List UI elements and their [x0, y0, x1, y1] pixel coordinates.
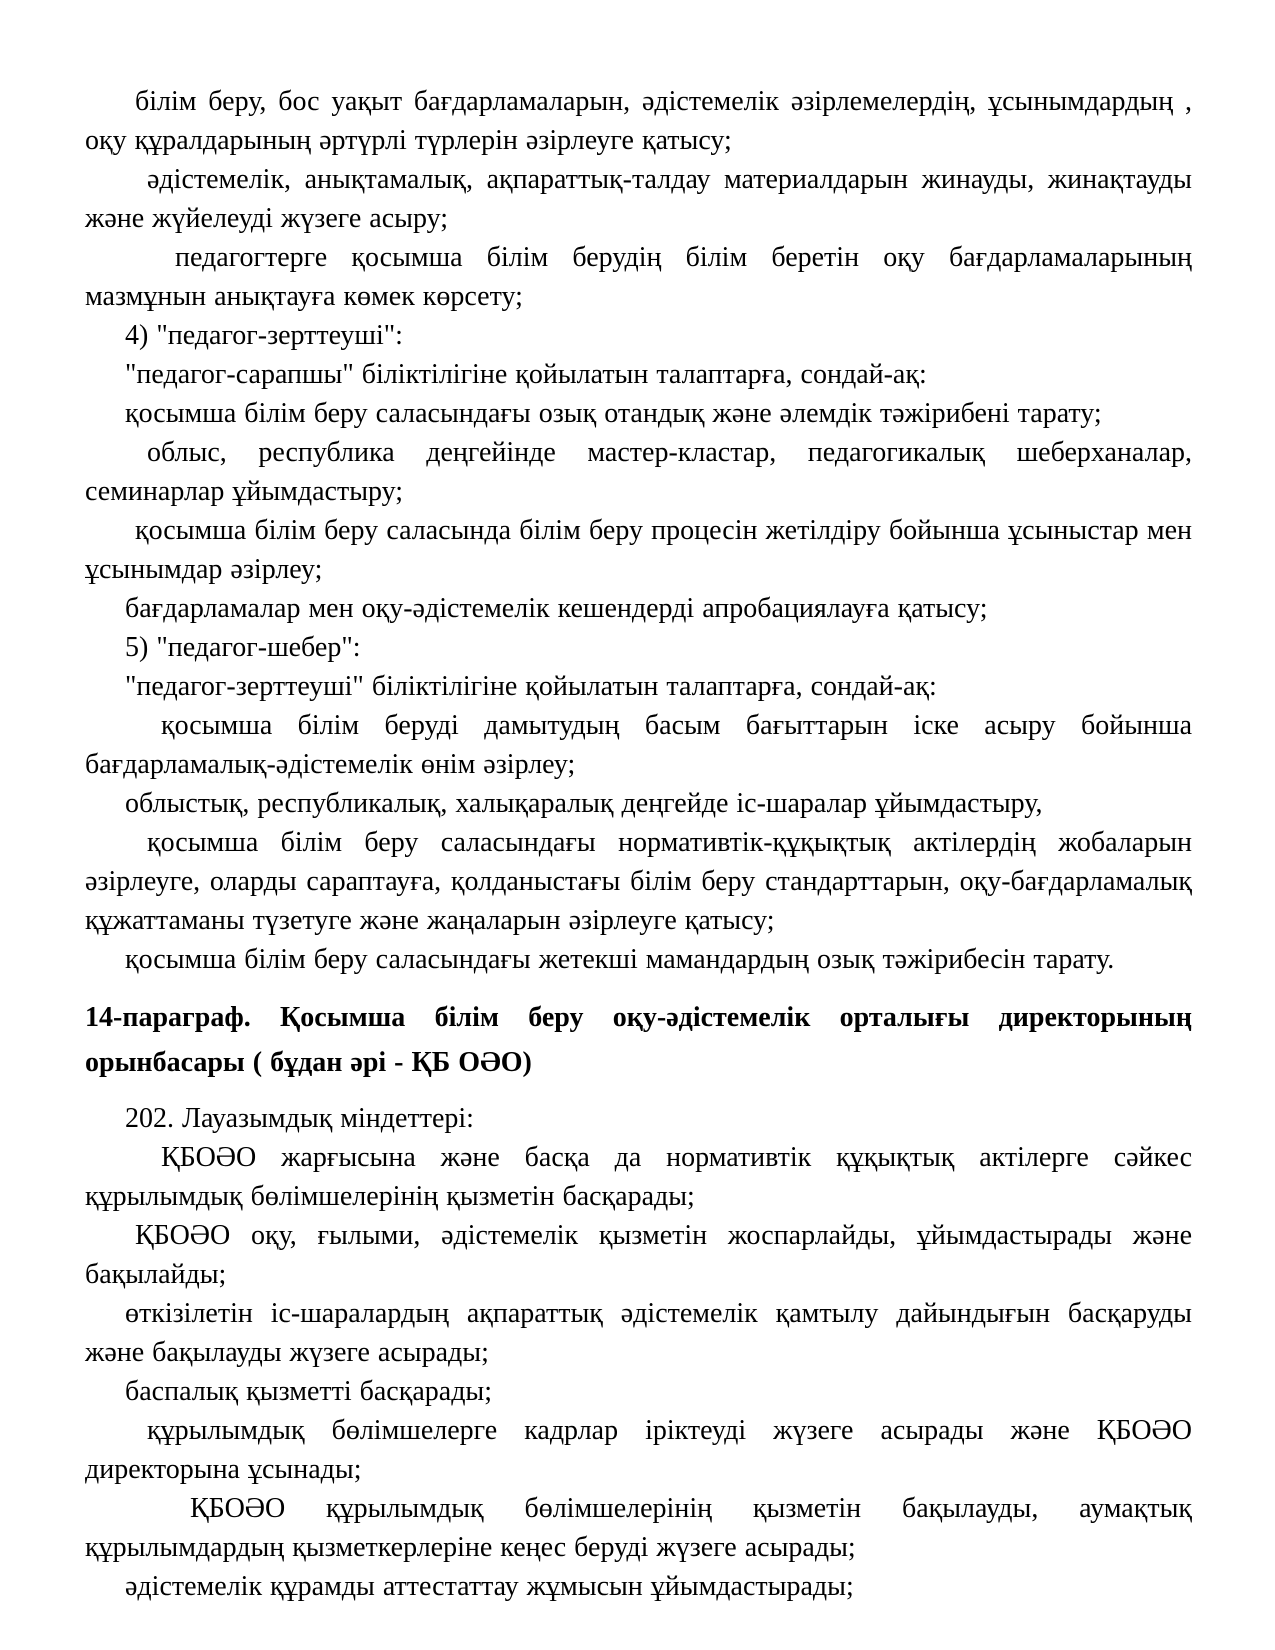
paragraph: ҚБОӘО оқу, ғылыми, әдістемелік қызметін жоспарлайды, ұйымдастырады және бақылайды;	[85, 1220, 1192, 1290]
paragraph: өткізілетін іс-шаралардың ақпараттық әдістемелік қамтылу дайындығын басқаруды және бақылауды жүзеге асырады;	[85, 1298, 1192, 1368]
paragraph: әдістемелік, анықтамалық, ақпараттық-талдау материалдарын жинауды, жинақтауды және жүйелеуді жүзеге асыру;	[85, 164, 1192, 234]
paragraph: қосымша білім беруді дамытудың басым бағыттарын іске асыру бойынша бағдарламалық-әдістемелік өнім әзірлеу;	[85, 710, 1192, 780]
paragraph: бағдарламалар мен оқу-әдістемелік кешендерді апробациялауға қатысу;	[125, 593, 988, 624]
paragraph: қосымша білім беру саласында білім беру процесін жетілдіру бойынша ұсыныстар мен ұсынымдар әзірлеу;	[85, 515, 1192, 585]
paragraph: білім беру, бос уақыт бағдарламаларын, әдістемелік әзірлемелердің, ұсынымдардың , оқу құралдарының әртүрлі түрлерін әзірлеуге қатысу;	[85, 86, 1192, 156]
paragraph: қосымша білім беру саласындағы жетекші мамандардың озық тәжірибесін тарату.	[125, 944, 1115, 975]
paragraph: ҚБОӘО жарғысына және басқа да нормативтік құқықтық актілерге сәйкес құрылымдық бөлімшелерінің қызметін басқарады;	[85, 1142, 1192, 1212]
paragraph: облыстық, республикалық, халықаралық деңгейде іс-шаралар ұйымдастыру,	[125, 788, 1043, 819]
paragraph: "педагог-сарапшы" біліктілігіне қойылатын талаптарға, сондай-ақ:	[125, 359, 927, 390]
document-text-block	[85, 82, 1192, 1606]
paragraph: педагогтерге қосымша білім берудің білім беретін оқу бағдарламаларының мазмұнын анықтауға көмек көрсету;	[85, 242, 1192, 312]
paragraph: қосымша білім беру саласындағы нормативтік-құқықтық актілердің жобаларын әзірлеуге, оларды сараптауға, қолданыстағы білім беру стандарттарын, оқу-бағдарламалық құжаттаманы түзетуге және жаңаларын әзірлеуге қатысу;	[85, 827, 1192, 936]
paragraph: баспалық қызметті басқарады;	[125, 1376, 493, 1407]
paragraph: 5) "педагог-шебер":	[125, 632, 361, 663]
paragraph: облыс, республика деңгейінде мастер-кластар, педагогикалық шеберханалар, семинарлар ұйымдастыру;	[85, 437, 1192, 507]
paragraph: 4) "педагог-зерттеуші":	[125, 320, 403, 351]
paragraph: ҚБОӘО құрылымдық бөлімшелерінің қызметін бақылауды, аумақтық құрылымдардың қызметкерлеріне кеңес беруді жүзеге асырады;	[85, 1493, 1192, 1563]
paragraph: құрылымдық бөлімшелерге кадрлар іріктеуді жүзеге асырады және ҚБОӘО директорына ұсынады;	[85, 1415, 1192, 1485]
paragraph: қосымша білім беру саласындағы озық отандық және әлемдік тәжірибені тарату;	[125, 398, 1102, 429]
paragraph: әдістемелік құрамды аттестаттау жұмысын ұйымдастырады;	[125, 1571, 854, 1602]
section-heading: 14-параграф. Қосымша білім беру оқу-әдістемелік орталығы директорының орынбасары ( бұдан әрі - ҚБ ОӘО)	[85, 1002, 1192, 1078]
paragraph: 202. Лауазымдық міндеттері:	[125, 1103, 474, 1134]
paragraph: "педагог-зерттеуші" біліктілігіне қойылатын талаптарға, сондай-ақ:	[125, 671, 937, 702]
